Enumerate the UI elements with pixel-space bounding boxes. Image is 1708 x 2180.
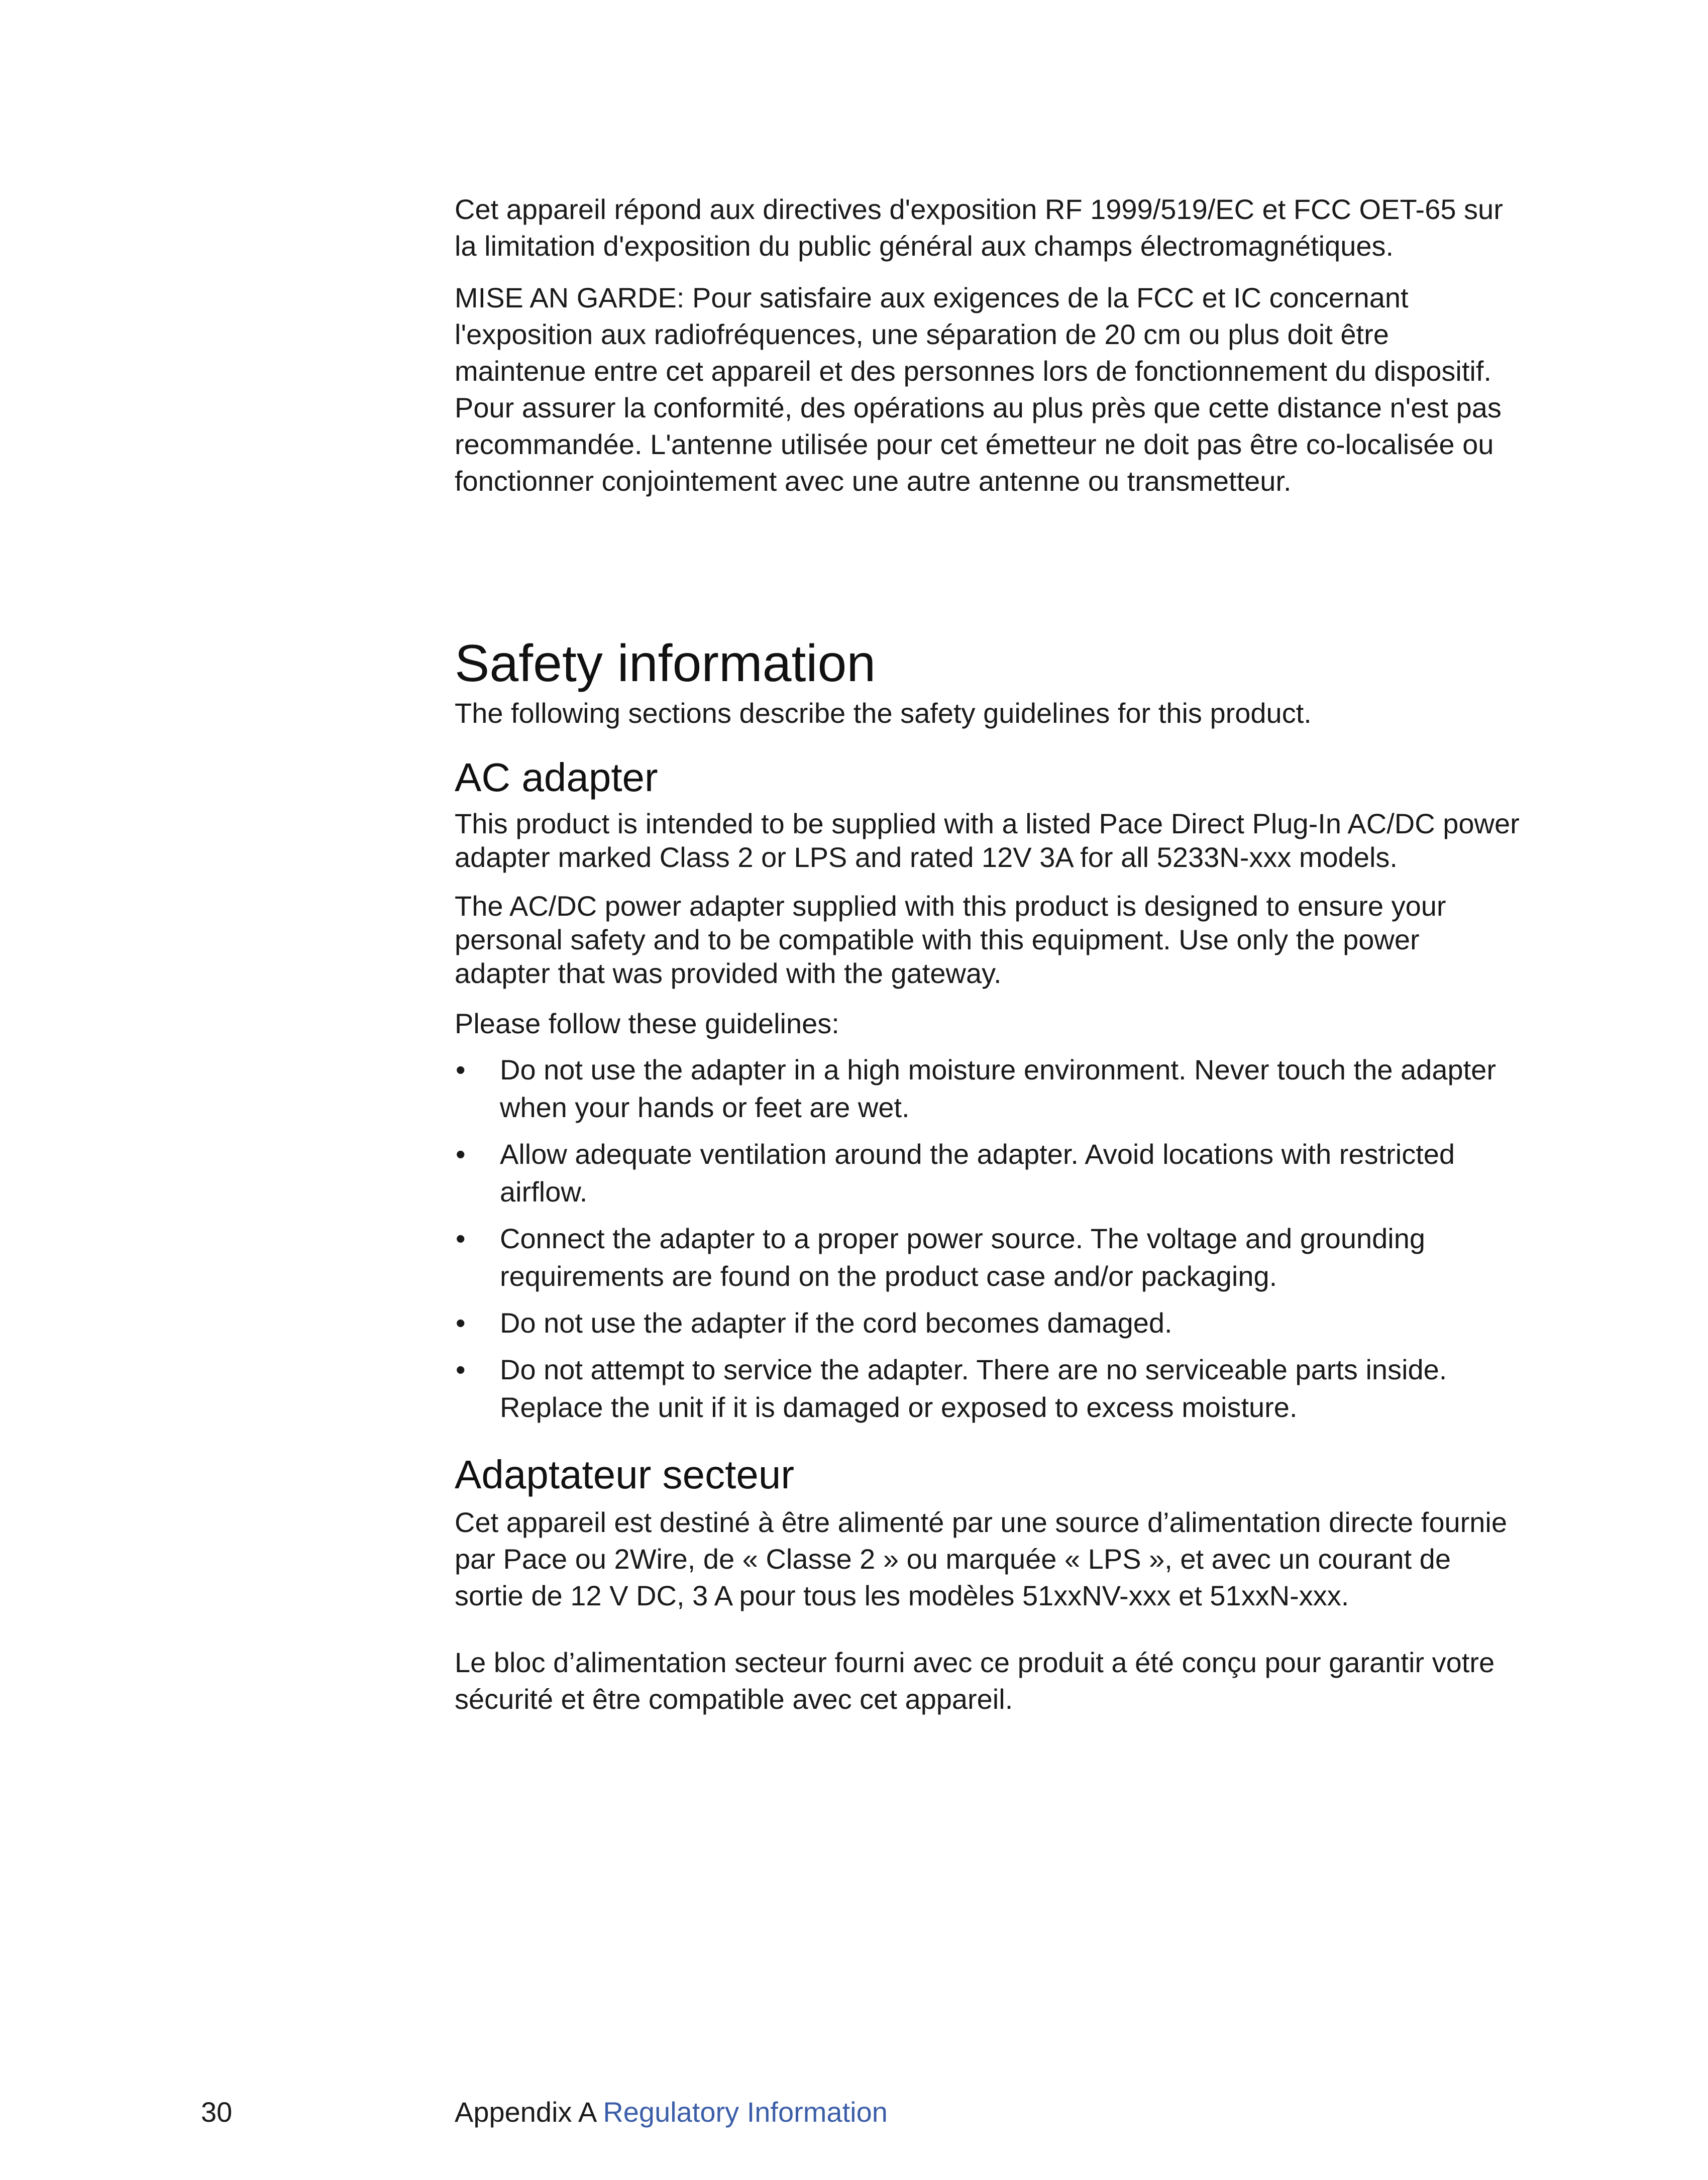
adaptateur-paragraph-1: Cet appareil est destiné à être alimenté par une source d’alimentation directe fournie par Pace ou 2Wire, de « Classe 2 » ou marquée « LPS », et avec un courant de sortie de 12 V DC, 3 A pour tous les modèles 51xxNV-xxx et 51xxN-xxx.: [455, 1506, 1507, 1611]
list-item: [455, 1220, 1520, 1295]
page-footer: [0, 2090, 1708, 2135]
ac-adapter-paragraph-2: The AC/DC power adapter supplied with this product is designed to ensure your personal safety and to be compatible with this equipment. Use only the power adapter that was provided with the gateway.: [455, 890, 1446, 989]
list-item-text: Do not use the adapter if the cord becomes damaged.: [500, 1307, 1172, 1339]
bullet-icon: •: [456, 1054, 466, 1085]
list-item-text: Do not use the adapter in a high moisture environment. Never touch the adapter when your hands or feet are wet.: [500, 1054, 1496, 1123]
list-item: [455, 1351, 1520, 1426]
adaptateur-secteur-heading: Adaptateur secteur: [455, 1452, 794, 1497]
list-item-text: Do not attempt to service the adapter. There are no serviceable parts inside. Replace the unit if it is damaged or exposed to excess moisture.: [500, 1354, 1447, 1423]
bullet-icon: •: [456, 1138, 466, 1170]
guidelines-list: [455, 1051, 1520, 1426]
footer-appendix: [455, 2090, 888, 2135]
safety-information-title: Safety information: [455, 634, 876, 693]
page-content: [455, 191, 1520, 1717]
regulatory-information-link[interactable]: Regulatory Information: [603, 2096, 888, 2128]
ac-adapter-paragraph-1: This product is intended to be supplied with a listed Pace Direct Plug-In AC/DC power adapter marked Class 2 or LPS and rated 12V 3A for all 5233N-xxx models.: [455, 808, 1520, 873]
page-number: 30: [201, 2096, 233, 2128]
bullet-icon: •: [456, 1307, 466, 1339]
list-item-text: Connect the adapter to a proper power source. The voltage and grounding requirements are found on the product case and/or packaging.: [500, 1223, 1425, 1292]
ac-adapter-heading: AC adapter: [455, 755, 658, 800]
appendix-label: Appendix A: [455, 2096, 597, 2128]
guidelines-intro: Please follow these guidelines:: [455, 1008, 839, 1039]
list-item: [455, 1051, 1520, 1126]
intro-paragraph-rf-exposure: Cet appareil répond aux directives d'exposition RF 1999/519/EC et FCC OET-65 sur la limitation d'exposition du public général aux champs électromagnétiques.: [455, 193, 1503, 262]
bullet-icon: •: [456, 1223, 466, 1254]
safety-information-intro: The following sections describe the safety guidelines for this product.: [455, 697, 1312, 729]
intro-paragraph-mise-en-garde: MISE AN GARDE: Pour satisfaire aux exigences de la FCC et IC concernant l'exposition aux radiofréquences, une séparation de 20 cm ou plus doit être maintenue entre cet appareil et des personnes lors de fonctionnement du dispositif. Pour assurer la conformité, des opérations au plus près que cette distance n'est pas recommandée. L'antenne utilisée pour cet émetteur ne doit pas être co-localisée ou fonctionner conjointement avec une autre antenne ou transmetteur.: [455, 282, 1502, 497]
adaptateur-paragraph-2: Le bloc d’alimentation secteur fourni avec ce produit a été conçu pour garantir votre sécurité et être compatible avec cet appareil.: [455, 1647, 1495, 1715]
list-item: [455, 1135, 1520, 1211]
bullet-icon: •: [456, 1354, 466, 1385]
list-item: [455, 1304, 1520, 1342]
list-item-text: Allow adequate ventilation around the adapter. Avoid locations with restricted airflow.: [500, 1138, 1455, 1208]
